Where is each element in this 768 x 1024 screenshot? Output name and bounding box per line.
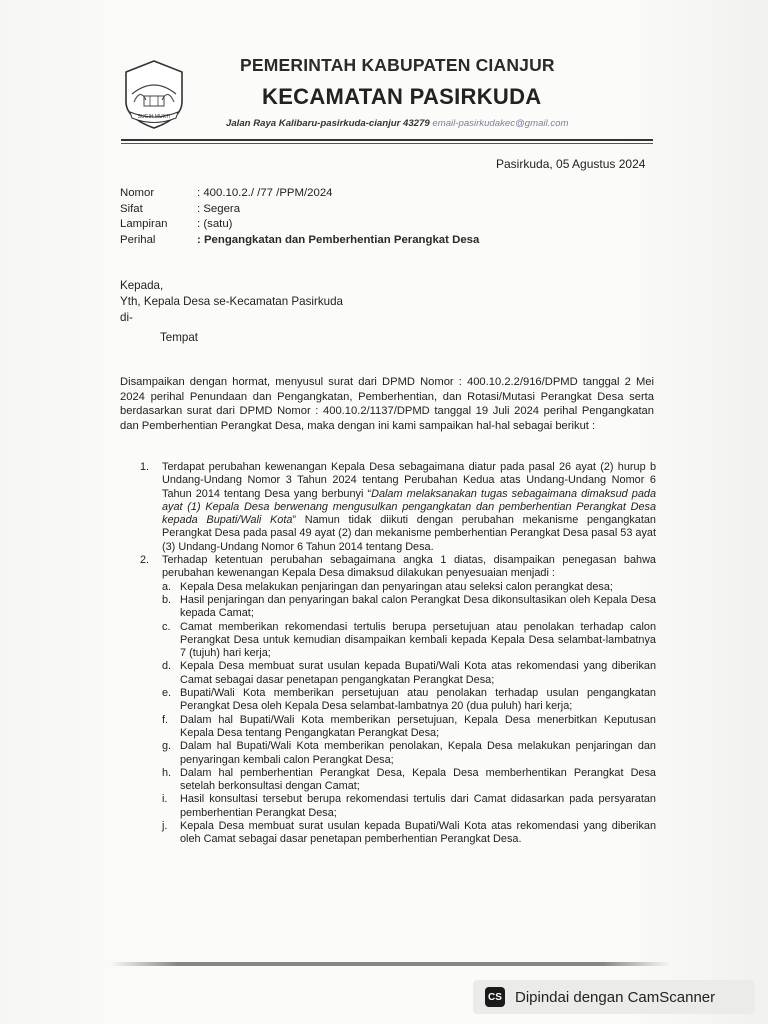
district-heading: KECAMATAN PASIRKUDA: [262, 84, 542, 109]
point-number: 1.: [140, 461, 150, 473]
point-2: [140, 554, 656, 847]
point-1-quote: Dalam melaksanakan tugas sebagaimana dimaksud pada ayat (1) Kepala Desa berwenang mengusulkan pengangkatan dan pemberhentian Perangkat Desa kepada Bupati/Wali Kota: [162, 487, 656, 527]
intro-paragraph: Disampaikan dengan hormat, menyusul surat dari DPMD Nomor : 400.10.2.2/916/DPMD tanggal 2 Mei 2024 perihal Penundaan dan Pengangkatan, Pemberhentian, dan Rotasi/Mutasi Perangkat Desa serta berdasarkan surat dari DPMD Nomor : 400.10.2/1137/DPMD tanggal 19 Juli 2024 perihal Pengangkatan dan Pemberhentian Perangkat Desa, maka dengan ini kami sampaikan hal-hal sebagai berikut :: [120, 376, 654, 432]
sub-text: Hasil konsultasi tersebut berupa rekomendasi tertulis dari Camat didasarkan pada persyaratan pemberhentian Perangkat Desa;: [180, 793, 656, 819]
lampiran-value: : (satu): [197, 218, 233, 230]
sub-text: Kepala Desa membuat surat usulan kepada Bupati/Wali Kota atas rekomendasi yang diberikan oleh Camat sebagai dasar penetapan pemberhentian Perangkat Desa.: [180, 820, 656, 846]
yth-line: Yth, Kepala Desa se-Kecamatan Pasirkuda: [120, 294, 343, 308]
nomor-value: : 400.10.2./ /77 /PPM/2024: [197, 187, 333, 199]
sub-text: Hasil penjaringan dan penyaringan bakal calon Perangkat Desa dikonsultasikan oleh Kepala Desa kepada Camat;: [180, 593, 656, 620]
sub-letter: e.: [162, 687, 172, 700]
sub-letter: g.: [162, 740, 172, 753]
sub-item: [162, 767, 656, 794]
address-text: Jalan Raya Kalibaru-pasirkuda-cianjur 43279: [226, 118, 430, 129]
letter-meta: [120, 186, 479, 248]
logo-ribbon-text: SUGIH MUKTI: [137, 114, 171, 120]
sub-text: Kepala Desa melakukan penjaringan dan penyaringan atau seleksi calon perangkat desa;: [180, 580, 613, 593]
sub-letter: f.: [162, 713, 169, 726]
sub-item: [162, 687, 656, 714]
sub-item: [162, 581, 656, 594]
meta-sifat: [120, 202, 479, 218]
camscanner-icon: CS: [485, 987, 505, 1007]
perihal-value: : Pengangkatan dan Pemberhentian Perangkat Desa: [197, 233, 480, 246]
point-1: [140, 461, 656, 554]
sub-letter: c.: [162, 620, 171, 633]
sub-text: Bupati/Wali Kota memberikan persetujuan atau penolakan terhadap usulan pengangkatan Perangkat Desa oleh Kepala Desa selambat-lambatnya 20 (dua puluh) hari kerja;: [180, 687, 656, 713]
sub-letter: h.: [162, 766, 172, 779]
sub-text: Dalam hal Bupati/Wali Kota memberikan persetujuan, Kepala Desa menerbitkan Keputusan Kepala Desa tentang Pengangkatan Perangkat Desa;: [180, 713, 656, 739]
letterhead-address: [226, 118, 646, 129]
sub-text: Kepala Desa membuat surat usulan kepada Bupati/Wali Kota atas rekomendasi yang diberikan Camat sebagai dasar penetapan pengangkatan Perangkat Desa;: [180, 660, 656, 686]
sub-letter: j.: [162, 820, 168, 833]
sub-text: Dalam hal pemberhentian Perangkat Desa, Kepala Desa memberhentikan Perangkat Desa setelah berkonsultasi dengan Camat;: [180, 766, 656, 793]
sub-item: [162, 820, 656, 847]
camscanner-watermark: [473, 980, 755, 1014]
sub-item: [162, 740, 656, 767]
letterhead-rule-thick: [121, 139, 653, 141]
sub-letter: b.: [162, 593, 172, 606]
sub-item: [162, 660, 656, 687]
addressee-block: [120, 278, 343, 346]
lampiran-label: Lampiran: [120, 218, 168, 230]
meta-nomor: [120, 186, 479, 202]
sub-text: Dalam hal Bupati/Wali Kota memberikan penolakan, Kepala Desa melakukan penjaringan dan penyaringan kembali calon Perangkat Desa;: [180, 740, 656, 766]
page-fold-shadow: [110, 962, 670, 966]
sub-letter: a.: [162, 580, 172, 593]
tempat-line: Tempat: [160, 331, 199, 345]
sub-item: [162, 621, 656, 661]
sub-item: [162, 793, 656, 820]
nomor-label: Nomor: [120, 187, 155, 199]
point-2-lead: Terhadap ketentuan perubahan sebagaimana angka 1 diatas, disampaikan penegasan bahwa perubahan kewenangan Kepala Desa dimaksud dilakukan penyesuaian menjadi :: [162, 554, 656, 580]
sub-letter: d.: [162, 660, 172, 673]
meta-lampiran: [120, 217, 479, 233]
point-1-text-a: Terdapat perubahan kewenangan Kepala Desa sebagaimana diatur pada pasal 26 ayat (2) hurup b Undang-Undang Nomor 3 Tahun 2024 tentang Perubahan Kedua atas Undang-Undang Nomor 6 Tahun 2014 tentang Desa yang berbunyi “: [162, 461, 656, 500]
point-2-body: [162, 554, 656, 847]
government-heading: PEMERINTAH KABUPATEN CIANJUR: [240, 55, 555, 75]
sub-letter: i.: [162, 793, 168, 806]
sub-item: [162, 714, 656, 741]
email-text: email-pasirkudakec@gmail.com: [432, 118, 569, 129]
points-list: [140, 461, 656, 847]
point-1-text: [162, 461, 656, 554]
letterhead-rule-thin: [121, 143, 653, 144]
point-number: 2.: [140, 554, 150, 567]
letter-date: Pasirkuda, 05 Agustus 2024: [496, 157, 646, 171]
sub-text: Camat memberikan rekomendasi tertulis berupa persetujuan atau penolakan terhadap calon Perangkat Desa untuk kemudian disampaikan kembali kepada Kepala Desa selambat-lambatnya 7 (tujuh) hari kerja;: [180, 620, 656, 660]
kepada-line: Kepada,: [120, 279, 164, 292]
perihal-label: Perihal: [120, 233, 156, 246]
di-line: di-: [120, 310, 133, 324]
sub-item: [162, 594, 656, 621]
cianjur-emblem-icon: [120, 58, 188, 130]
camscanner-label: Dipindai dengan CamScanner: [515, 988, 716, 1006]
meta-perihal: [120, 233, 479, 249]
sifat-value: : Segera: [197, 202, 241, 215]
point-1-text-b: ” Namun tidak diikuti dengan perubahan mekanisme pengangkatan Perangkat Desa pada pasal 49 ayat (2) dan mekanisme pemberhentian Perangkat Desa pasal 53 ayat (3) Undang-Undang Nomor 6 Tahun 2014 tentang Desa.: [162, 514, 657, 553]
sifat-label: Sifat: [120, 202, 143, 215]
